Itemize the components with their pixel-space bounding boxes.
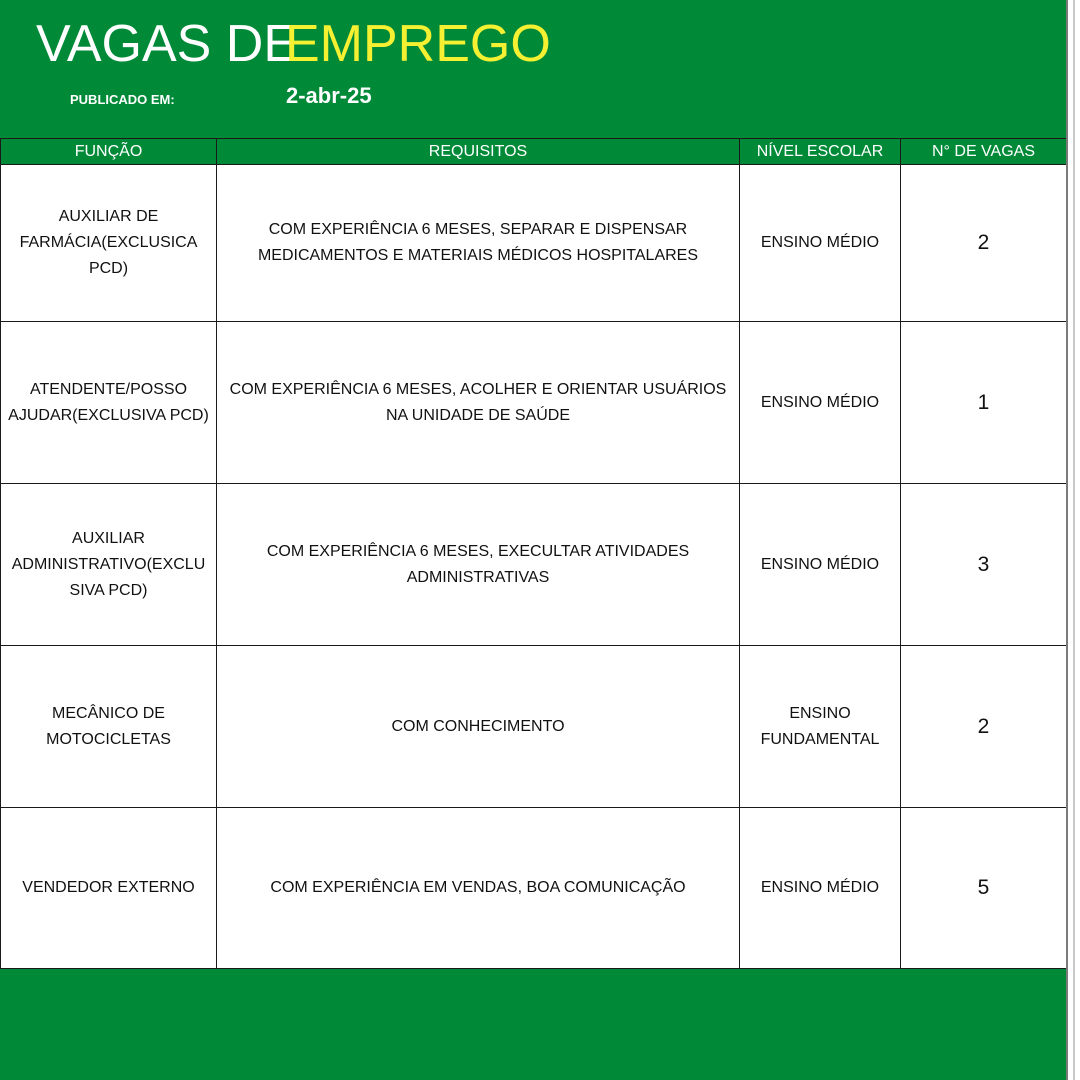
table-row (1, 484, 1067, 646)
cell-numero-vagas: 3 (901, 484, 1067, 646)
cell-funcao: ATENDENTE/POSSO AJUDAR(EXCLUSIVA PCD) (1, 322, 217, 484)
jobs-table (0, 138, 1067, 969)
sheet-edge (1066, 0, 1080, 1080)
table-row (1, 646, 1067, 808)
cell-requisitos: COM EXPERIÊNCIA 6 MESES, SEPARAR E DISPENSAR MEDICAMENTOS E MATERIAIS MÉDICOS HOSPITALARES (217, 165, 740, 322)
title-part-1: VAGAS DE (36, 15, 299, 73)
table-row (1, 165, 1067, 322)
cell-numero-vagas: 2 (901, 646, 1067, 808)
cell-funcao: VENDEDOR EXTERNO (1, 808, 217, 969)
cell-nivel-escolar: ENSINO MÉDIO (740, 322, 901, 484)
title-part-2: EMPREGO (285, 15, 551, 73)
cell-numero-vagas: 1 (901, 322, 1067, 484)
cell-numero-vagas: 2 (901, 165, 1067, 322)
cell-requisitos: COM EXPERIÊNCIA EM VENDAS, BOA COMUNICAÇÃO (217, 808, 740, 969)
column-header-requisitos: REQUISITOS (217, 139, 740, 165)
cell-funcao: AUXILIAR DE FARMÁCIA(EXCLUSICA PCD) (1, 165, 217, 322)
published-label: PUBLICADO EM: (70, 92, 175, 107)
table-row (1, 808, 1067, 969)
cell-requisitos: COM EXPERIÊNCIA 6 MESES, ACOLHER E ORIENTAR USUÁRIOS NA UNIDADE DE SAÚDE (217, 322, 740, 484)
cell-requisitos: COM EXPERIÊNCIA 6 MESES, EXECULTAR ATIVIDADES ADMINISTRATIVAS (217, 484, 740, 646)
published-date: 2-abr-25 (286, 83, 372, 108)
table-row (1, 322, 1067, 484)
column-header-numero-vagas: N° DE VAGAS (901, 139, 1067, 165)
cell-nivel-escolar: ENSINO MÉDIO (740, 165, 901, 322)
cell-requisitos: COM CONHECIMENTO (217, 646, 740, 808)
cell-funcao: MECÂNICO DE MOTOCICLETAS (1, 646, 217, 808)
cell-numero-vagas: 5 (901, 808, 1067, 969)
column-header-nivel-escolar: NÍVEL ESCOLAR (740, 139, 901, 165)
cell-nivel-escolar: ENSINO MÉDIO (740, 808, 901, 969)
table-header-row (1, 139, 1067, 165)
cell-nivel-escolar: ENSINO FUNDAMENTAL (740, 646, 901, 808)
cell-nivel-escolar: ENSINO MÉDIO (740, 484, 901, 646)
column-header-funcao: FUNÇÃO (1, 139, 217, 165)
cell-funcao: AUXILIAR ADMINISTRATIVO(EXCLUSIVA PCD) (1, 484, 217, 646)
